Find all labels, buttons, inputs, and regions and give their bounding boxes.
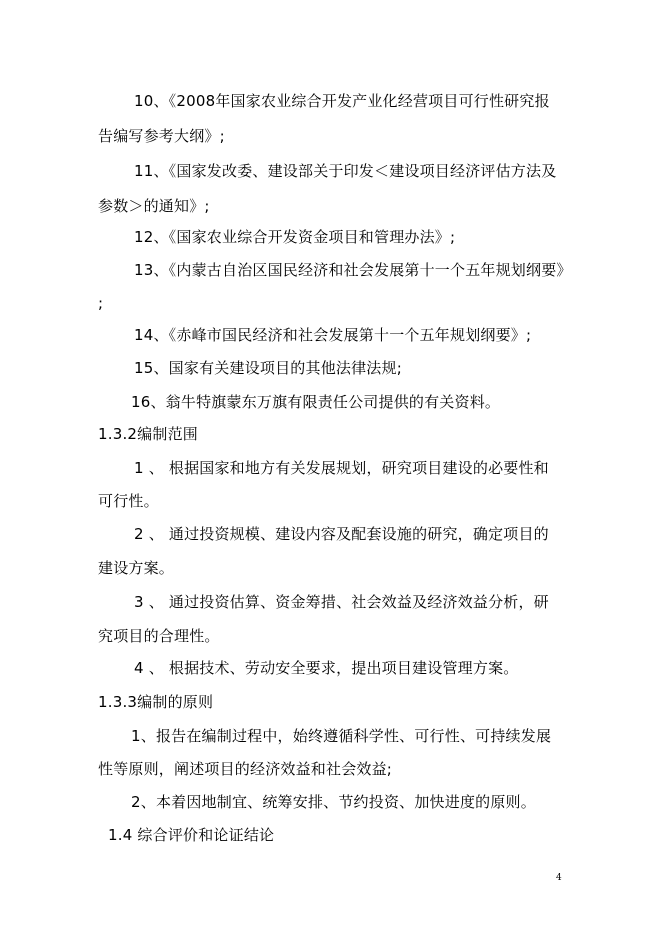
text-line: 16、翁牛特旗蒙东万旗有限责任公司提供的有关资料。 <box>131 393 501 411</box>
text-line: 性等原则，阐述项目的经济效益和社会效益; <box>98 760 393 778</box>
text-line: 建设方案。 <box>98 559 175 577</box>
text-line: ; <box>98 294 104 312</box>
section-heading: 1.3.3编制的原则 <box>98 693 214 711</box>
text-line: 14、《赤峰市国民经济和社会发展第十一个五年规划纲要》; <box>134 326 532 344</box>
text-line: 3 、 通过投资估算、资金筹措、社会效益及经济效益分析，研 <box>134 593 549 611</box>
text-line: 2、本着因地制宜、统筹安排、节约投资、加快进度的原则。 <box>131 793 536 811</box>
section-heading: 1.4 综合评价和论证结论 <box>108 826 275 844</box>
text-line: 4 、 根据技术、劳动安全要求，提出项目建设管理方案。 <box>134 659 519 677</box>
text-line: 10、《2008年国家农业综合开发产业化经营项目可行性研究报 <box>134 92 550 110</box>
text-line: 13、《内蒙古自治区国民经济和社会发展第十一个五年规划纲要》 <box>134 261 572 279</box>
text-line: 1、报告在编制过程中，始终遵循科学性、可行性、可持续发展 <box>131 727 552 745</box>
text-line: 告编写参考大纲》; <box>98 127 225 145</box>
text-line: 11、《国家发改委、建设部关于印发＜建设项目经济评估方法及 <box>134 162 557 180</box>
text-line: 15、国家有关建设项目的其他法律法规; <box>134 359 402 377</box>
section-heading: 1.3.2编制范围 <box>98 425 198 443</box>
text-line: 可行性。 <box>98 492 159 510</box>
text-line: 究项目的合理性。 <box>98 627 220 645</box>
text-line: 2 、 通过投资规模、建设内容及配套设施的研究，确定项目的 <box>134 525 549 543</box>
page-number: 4 <box>556 873 562 883</box>
text-line: 12、《国家农业综合开发资金项目和管理办法》; <box>134 228 456 246</box>
text-line: 1 、 根据国家和地方有关发展规划，研究项目建设的必要性和 <box>134 459 549 477</box>
text-line: 参数＞的通知》; <box>98 197 210 215</box>
